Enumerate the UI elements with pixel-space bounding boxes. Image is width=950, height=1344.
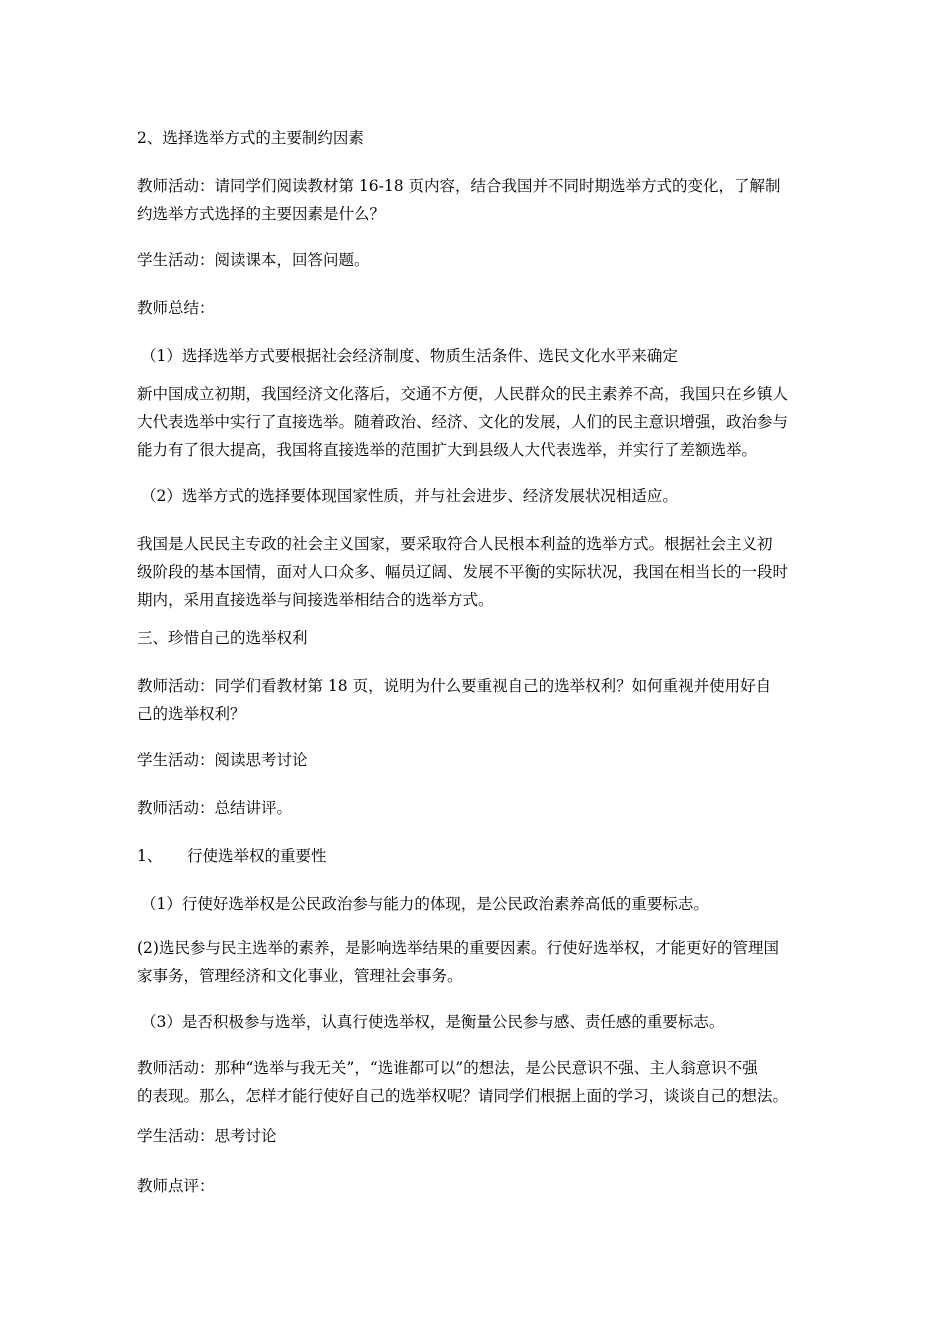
- student-activity-paragraph: 学生活动：阅读课本，回答问题。: [137, 251, 370, 269]
- point-1-paragraph: （1）选择选举方式要根据社会经济制度、物质生活条件、选民文化水平来确定: [141, 347, 678, 365]
- student-activity-paragraph-3: 学生活动：思考讨论: [137, 1127, 277, 1145]
- numbered-heading-importance: [137, 842, 817, 870]
- teacher-comment-label: 教师点评：: [137, 1177, 215, 1195]
- importance-point-3: （3）是否积极参与选举，认真行使选举权，是衡量公民参与感、责任感的重要标志。: [141, 1013, 725, 1031]
- section-heading-cherish-rights: 三、珍惜自己的选举权利: [137, 629, 308, 647]
- point-2-paragraph: （2）选举方式的选择要体现国家性质，并与社会进步、经济发展状况相适应。: [141, 487, 678, 505]
- teacher-activity-paragraph-3: 教师活动：总结讲评。: [137, 799, 293, 817]
- student-activity-paragraph-2: 学生活动：阅读思考讨论: [137, 751, 308, 769]
- teacher-activity-paragraph-4: 教师活动：那种“选举与我无关”，“选谁都可以”的想法，是公民意识不强、主人翁意识不强 的表现。那么，怎样才能行使好自己的选举权呢？请同学们根据上面的学习，谈谈自己的想法。: [137, 1059, 789, 1105]
- national-system-paragraph: 我国是人民民主专政的社会主义国家，要采取符合人民根本利益的选举方式。根据社会主义初 级阶段的基本国情，面对人口众多、幅员辽阔、发展不平衡的实际状况，我国在相当长的一段时 期内，采用直接选举与间接选举相结合的选举方式。: [137, 535, 789, 609]
- importance-point-1: （1）行使好选举权是公民政治参与能力的体现，是公民政治素养高低的重要标志。: [141, 895, 709, 913]
- importance-point-2: (2)选民参与民主选举的素养，是影响选举结果的重要因素。行使好选举权，才能更好的管理国 家事务，管理经济和文化事业，管理社会事务。: [137, 939, 779, 985]
- early-prc-paragraph: 新中国成立初期，我国经济文化落后，交通不方便，人民群众的民主素养不高，我国只在乡镇人 大代表选举中实行了直接选举。随着政治、经济、文化的发展，人们的民主意识增强，政治参与 能力有了很大提高，我国将直接选举的范围扩大到县级人大代表选举，并实行了差额选举。: [137, 385, 789, 459]
- teacher-activity-paragraph-2: 教师活动：同学们看教材第 18 页，说明为什么要重视自己的选举权利？如何重视并使用好自 己的选举权利？: [137, 677, 772, 723]
- section-heading-electoral-factors: 2、选择选举方式的主要制约因素: [137, 129, 364, 147]
- teacher-summary-label: 教师总结：: [137, 299, 215, 317]
- list-number: 1、: [137, 847, 163, 865]
- teacher-activity-paragraph: 教师活动：请同学们阅读教材第 16-18 页内容，结合我国并不同时期选举方式的变化，了解制 约选举方式选择的主要因素是什么？: [137, 177, 781, 223]
- numbered-heading-text: 行使选举权的重要性: [187, 847, 327, 865]
